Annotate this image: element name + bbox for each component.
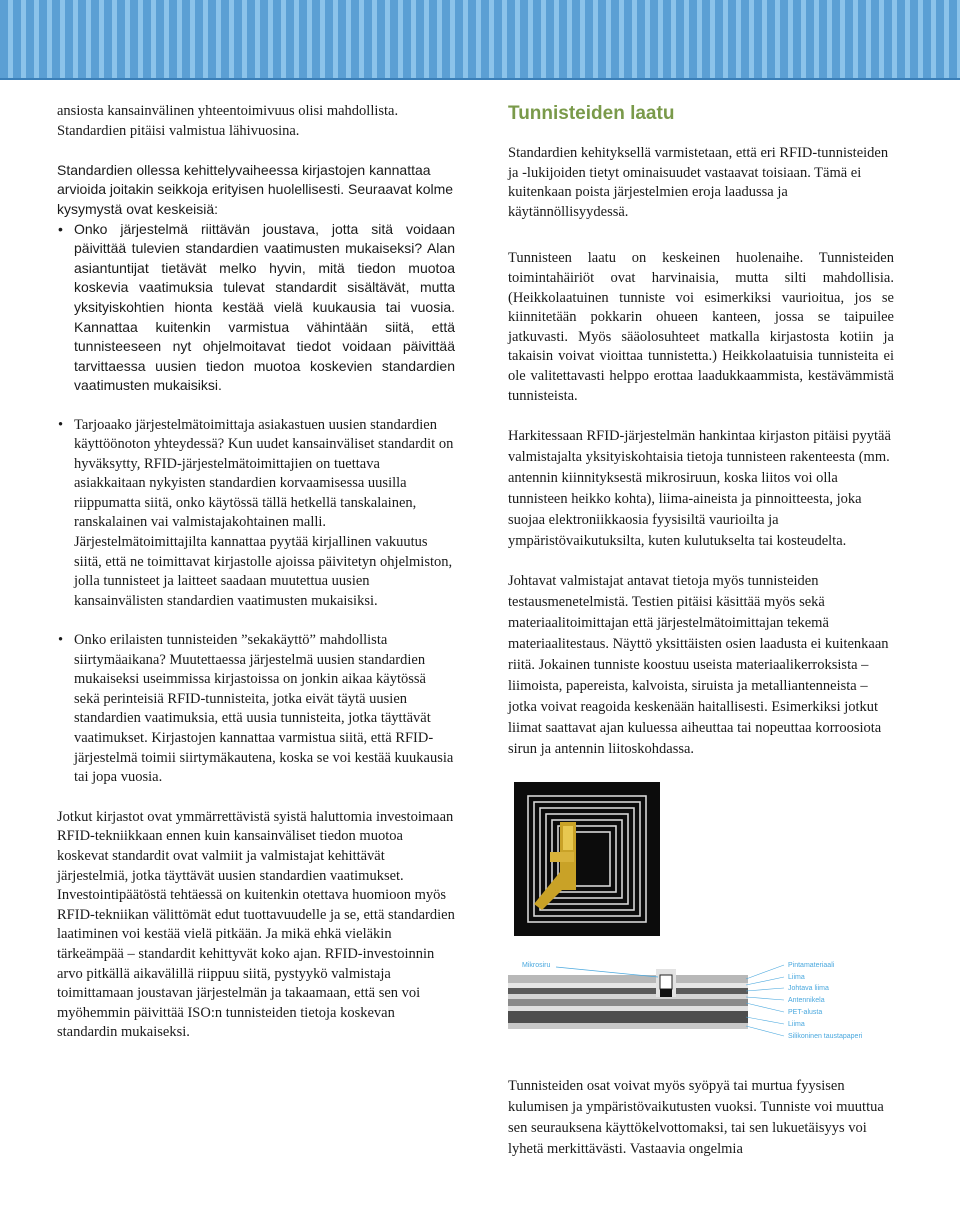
bullet-icon: • (58, 632, 64, 649)
paragraph: Johtavat valmistajat antavat tietoja myös tunnisteiden testausmenetelmistä. Testien pitäisi käsittää myös sekä materiaalitoimittajan että järjestelmätoimittajan tekemä materiaalitestaus. Näyttö yksittäisten osien laadusta ei kuitenkaan riitä. Jokainen tunniste koostuu useista materiaalikerroksista – liimoista, papereista, kalvoista, siruista ja metalliantenneista – jotka voivat reagoida keskenään haitallisesti. Esimerkiksi jotkut liimat saattavat ajan kuluessa aiheuttaa tai nopeuttaa korroosiota sirun ja antennin liitoskohdassa. (508, 573, 889, 758)
paragraph: Harkitessaan RFID-järjestelmän hankintaa kirjaston pitäisi pyytää valmistajalta yksityiskohtaisia tietoja tunnisteen rakenteesta (mm. antennin kiinnityksestä mikrosiruun, koska liitos voi olla tunnisteen heikko kohta), liima-aineista ja pinnoitteesta, joka suojaa elektroniikkaosia fyysisiltä vaurioilta ja ympäristövaikutuksilta, kuten kulutukselta tai kosteudelta. (508, 427, 891, 549)
bullet-icon: • (58, 416, 64, 433)
bullet-icon: • (58, 220, 63, 237)
layer-label: Pintamateriaali (788, 961, 835, 969)
layer-label: PET-alusta (788, 1008, 823, 1016)
layer-label: Silikoninen taustapaperi (788, 1032, 863, 1040)
paragraph: ansiosta kansainvälinen yhteentoimivuus olisi mahdollista. Standardien pitäisi valmistua lähivuosina. (57, 103, 399, 139)
list-item-text: Onko järjestelmä riittävän joustava, jotta sitä voidaan päivittää tulevien standardien vaatimusten mukaiseksi? Alan asiantuntijat tietävät melko hyvin, mitä tiedon muotoa koskevia vaatimuksia tulevat standardit sisältävät, mutta yksityiskohtien hionta kestää vielä kuukausia tai vuosia. Kannattaa kuitenkin varmistua vähintään siitä, että tunnisteeseen nyt ohjelmoitavat tiedot voidaan päivittää tarvittaessa uusien tiedon muotoa koskevien standardien vaatimusten mukaisiksi. (74, 220, 455, 394)
list-item (57, 220, 455, 396)
header-banner (0, 0, 960, 80)
tag-layer-diagram (508, 957, 868, 1049)
paragraph: Tunnisteiden osat voivat myös syöpyä tai murtua fyysisen kulumisen ja ympäristövaikutusten vuoksi. Tunniste voi muuttua sen seurauksena käyttökelvottomaksi, tai sen lukuetäisyys voi lyhetä merkittävästi. Vastaavia ongelmia (508, 1077, 884, 1157)
key-questions-list (57, 220, 455, 788)
list-item (57, 416, 455, 612)
layer-label: Johtava liima (788, 984, 829, 992)
paragraph-intro: Standardien ollessa kehittelyvaiheessa kirjastojen kannattaa arvioida joitakin seikkoja erityisen huolellisesti. Seuraavat kolme kysymystä ovat keskeisiä: (57, 161, 454, 217)
section-heading: Tunnisteiden laatu (508, 103, 675, 124)
list-item-text: Onko erilaisten tunnisteiden ”sekakäyttö” mahdollista siirtymäaikana? Muutettaessa järjestelmä uusien standardien mukaiseksi useimmissa kirjastoissa on jonkin aikaa käytössä sekä perinteisiä RFID-tunnisteita, jotka eivät täytä uusien standardien vaatimuksia, että uusia tunnisteita, jotka täyttävät vaatimukset. Kirjastojen kannattaa varmistua siitä, että RFID-järjestelmä toimii siirtymäkautena, koska se voi kestää kuukausia tai jopa vuosia. (74, 632, 454, 786)
layer-label: Liima (788, 973, 805, 981)
layer-label: Antennikela (788, 996, 825, 1004)
right-column (508, 102, 894, 1160)
paragraph: Tunnisteen laatu on keskeinen huolenaihe. Tunnisteiden toimintahäiriöt ovat harvinaisia, mutta silti mahdollisia. (Heikkolaatuinen tunniste voi esimerkiksi vaurioitua, jos se kiinnitetään pokkarin ohueen kanteen, jossa se taipuilee jatkuvasti. Myös sääolosuhteet matkalla kirjastosta kotiin ja takaisin voivat vioittaa tunnistetta.) Heikkolaatuisia tunnisteita ei ole valitettavasti helppo erottaa laadukkaammista, kestävämmistä tunnisteista. (508, 250, 894, 404)
chip-label: Mikrosiru (522, 961, 551, 969)
rfid-tag-photo (514, 782, 660, 936)
list-item (57, 631, 455, 788)
paragraph: Standardien kehityksellä varmistetaan, että eri RFID-tunnisteiden ja -lukijoiden tietyt ominaisuudet vastaavat toisiaan. Tämä ei kuitenkaan poista järjestelmien eroja laadussa ja käytännöllisyydessä. (508, 145, 889, 220)
paragraph: Jotkut kirjastot ovat ymmärrettävistä syistä haluttomia investoimaan RFID-tekniikkaan ennen kuin kansainväliset tiedon muotoa koskevat standardit ovat valmiit ja valmistajat kehittävät järjestelmiä, jotka täyttävät uusien standardien vaatimukset. Investointipäätöstä tehtäessä on kuitenkin otettava huomioon myös RFID-tekniikan välittömät edut tuottavuudelle ja se, että standardien laatiminen voi kestää vielä pitkään. Ja mikä ehkä vieläkin tärkeämpää – standardit kehittyvät koko ajan. RFID-investoinnin arvo pitkällä aikavälillä riippuu siitä, pystyykö valmistaja toimittamaan joustavan järjestelmän ja takaamaan, että sen voi myöhemmin päivittää ISO:n tunnisteiden tietoja koskevan standardin mukaiseksi. (57, 808, 455, 1041)
layer-label: Liima (788, 1020, 805, 1028)
left-column (57, 102, 455, 1043)
list-item-text: Tarjoaako järjestelmätoimittaja asiakastuen uusien standardien käyttöönoton yhteydessä? Kun uudet kansainväliset standardit on hyväksytty, RFID-järjestelmätoimittajien on tuettava asiakkaitaan nykyisten standardien korvaamisessa uusilla riippumatta siitä, onko käytössä tällä hetkellä tanskalainen, ranskalainen vai valmistajakohtainen malli. Järjestelmätoimittajilta kannattaa pyytää kirjallinen vakuutus siitä, että ne toimittavat kirjastolle ajoissa päivitetyn ohjelmiston, jolla tunnisteet ja laitteet saadaan muutettua uusien kansainvälisten standardien vaatimusten mukaisiksi. (74, 416, 454, 609)
